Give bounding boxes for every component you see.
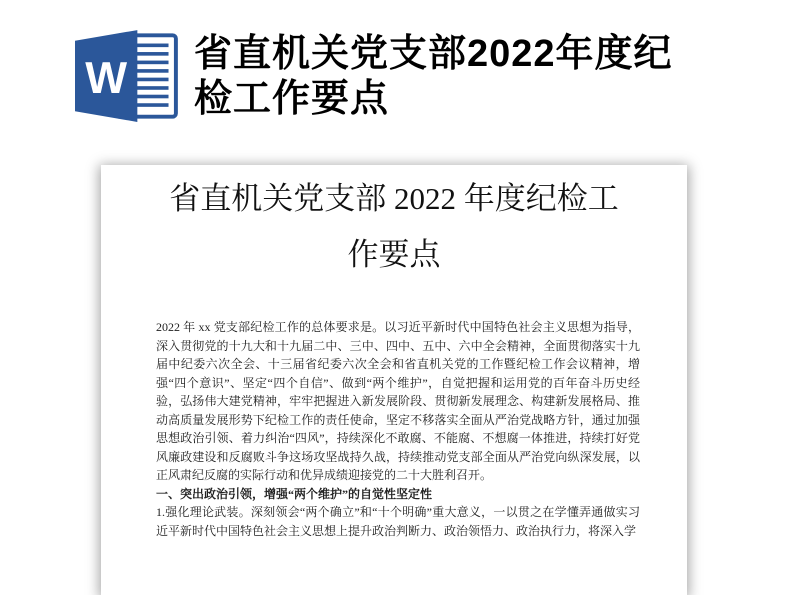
page-title-line1: 省直机关党支部2022年度纪 xyxy=(194,33,673,75)
document-paragraph: 1.强化理论武装。深刻领会“两个确立”和“十个明确”重大意义，一以贯之在学懂弄通做实习近平新时代中国特色社会主义思想上提升政治判断力、政治领悟力、政治执行力，将深入学 xyxy=(156,505,640,538)
document-title-line1: 省直机关党支部 2022 年度纪检工 xyxy=(169,181,619,216)
page-title-line2: 检工作要点 xyxy=(194,78,390,120)
document-page-preview xyxy=(101,165,687,595)
document-title-line2: 作要点 xyxy=(347,237,441,272)
document-section-heading: 一、突出政治引领，增强“两个维护”的自觉性坚定性 xyxy=(156,486,433,501)
word-icon-w-letter: W xyxy=(85,54,128,104)
document-title xyxy=(101,165,687,283)
page-title xyxy=(194,32,673,122)
file-header xyxy=(75,30,735,122)
word-file-icon xyxy=(75,30,180,122)
document-body xyxy=(156,318,640,540)
document-paragraph: 2022 年 xx 党支部纪检工作的总体要求是。以习近平新时代中国特色社会主义思想为指导，深入贯彻党的十九大和十九届二中、三中、四中、五中、六中全会精神，全面贯彻落实十九届中纪委六次全会、十三届省纪委六次全会和省直机关党的工作暨纪检工作会议精神，增强“四个意识”、坚定“四个自信”、做到“两个维护”，自觉把握和运用党的百年奋斗历史经验，弘扬伟大建党精神，牢牢把握进入新发展阶段、贯彻新发展理念、构建新发展格局、推动高质量发展形势下纪检工作的责任使命，坚定不移落实全面从严治党战略方针，通过加强思想政治引领、着力纠治“四风”，持续深化不敢腐、不能腐、不想腐一体推进，持续打好党风廉政建设和反腐败斗争这场攻坚战持久战，持续推动党支部全面从严治党向纵深发展，以正风肃纪反腐的实际行动和优异成绩迎接党的二十大胜利召开。 xyxy=(156,320,640,482)
